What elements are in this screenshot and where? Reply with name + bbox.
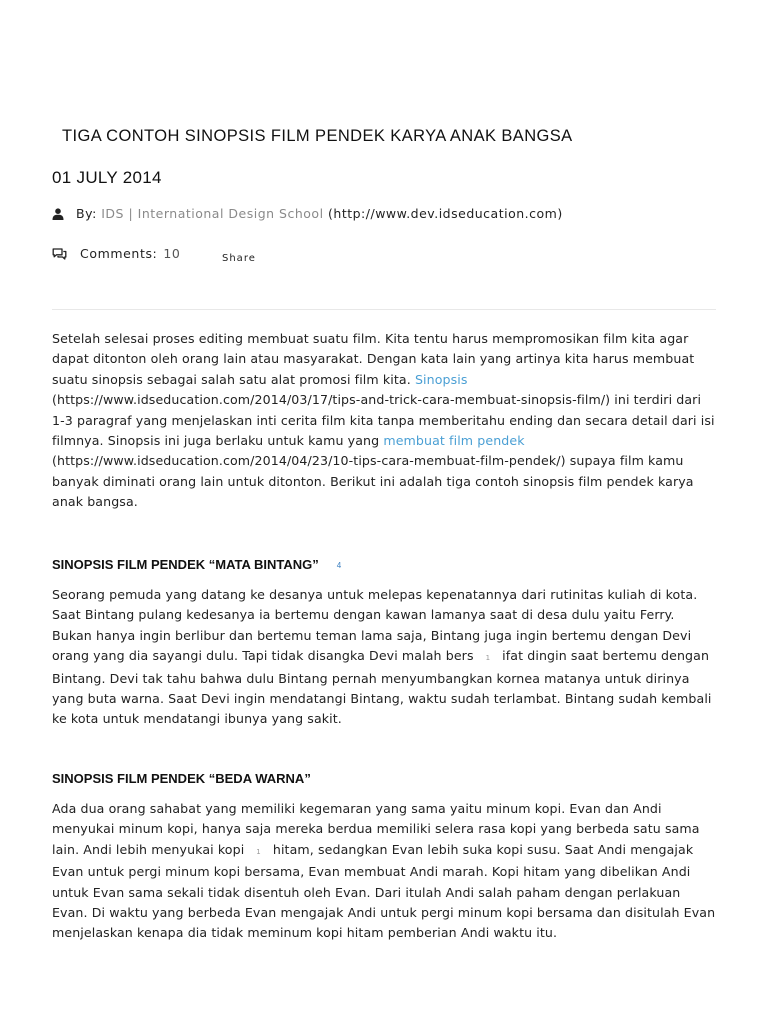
author-link[interactable]: IDS | International Design School [101, 206, 324, 221]
intro-text-1: Setelah selesai proses editing membuat suatu film. Kita tentu harus mempromosikan film kita agar dapat ditonton oleh orang lain atau masyarakat. Dengan kata lain yang artinya kita harus membuat suatu sinopsis sebagai salah satu alat promosi film kita. [52, 331, 695, 387]
comments-count[interactable]: 10 [163, 246, 181, 261]
section-paragraph-beda-warna [52, 799, 716, 944]
section-heading-mata-bintang [52, 557, 341, 572]
section-marker: 4 [336, 561, 342, 571]
byline [52, 206, 563, 221]
section-heading-text: SINOPSIS FILM PENDEK “MATA BINTANG” [52, 557, 319, 572]
comments-icon [52, 248, 67, 260]
share-button[interactable]: Share [222, 253, 256, 264]
inline-tick: 1 [485, 654, 491, 663]
section-text-b: ifat dingin saat bertemu dengan Bintang. Devi tak tahu bahwa dulu Bintang pernah menyumbangkan kornea matanya untuk dirinya yang buta warna. Saat Devi ingin mendatangi Bintang, waktu sudah terlambat. Bintang sudah kembali ke kota untuk mendatangi ibunya yang sakit. [52, 648, 712, 727]
section-text-a: Seorang pemuda yang datang ke desanya untuk melepas kepenatannya dari rutinitas kuliah di kota. Saat Bintang pulang kedesanya ia bertemu dengan kawan lamanya saat di desa dulu yaitu Ferry. Bukan hanya ingin berlibur dan bertemu teman lama saja, Bintang juga ingin bertemu dengan Devi orang yang dia sayangi dulu. Tapi tidak disangka Devi malah bers [52, 587, 698, 664]
intro-paragraph [52, 329, 716, 513]
inline-tick: 1 [256, 847, 261, 856]
article-title: TIGA CONTOH SINOPSIS FILM PENDEK KARYA ANAK BANGSA [62, 127, 573, 145]
byline-prefix: By: [76, 206, 102, 221]
membuat-film-pendek-link[interactable]: membuat film pendek [383, 433, 525, 449]
section-text-a: Ada dua orang sahabat yang memiliki kegemaran yang sama yaitu minum kopi. Evan dan Andi menyukai minum kopi, hanya saja mereka berdua memiliki selera rasa kopi yang berbeda satu sama lain. Andi lebih menyukai kopi [52, 801, 700, 857]
section-heading-beda-warna: SINOPSIS FILM PENDEK “BEDA WARNA” [52, 771, 311, 786]
section-text-b: hitam, sedangkan Evan lebih suka kopi susu. Saat Andi mengajak Evan untuk pergi minum kopi bersama, Evan membuat Andi marah. Kopi hitam yang dibelikan Andi untuk Evan sama sekali tidak disentuh oleh Evan. Dari itulah Andi salah paham dengan perlakuan Evan. Di waktu yang berbeda Evan mengajak Andi untuk pergi minum kopi bersama dan disitulah Evan menjelaskan kenapa dia tidak meminum kopi hitam pemberian Andi waktu itu. [52, 841, 716, 941]
user-icon [52, 208, 64, 220]
author-url: (http://www.dev.idseducation.com) [323, 206, 563, 221]
sinopsis-link[interactable]: Sinopsis [414, 371, 468, 387]
intro-text-2: (https://www.idseducation.com/2014/03/17/tips-and-trick-cara-membuat-sinopsis-film/) ini terdiri dari 1-3 paragraf yang menjelaskan inti cerita film kita tanpa memberitahu ending dan secara detail dari isi filmnya. Sinopsis ini juga berlaku untuk kamu yang [52, 392, 715, 449]
intro-text-3: (https://www.idseducation.com/2014/04/23/10-tips-cara-membuat-film-pendek/) supaya film kamu banyak diminati orang lain untuk ditonton. Berikut ini adalah tiga contoh sinopsis film pendek karya anak bangsa. [52, 453, 694, 510]
comments-meta [52, 246, 180, 261]
divider [52, 309, 716, 310]
comments-label: Comments: [80, 246, 158, 261]
article-date: 01 JULY 2014 [52, 168, 162, 187]
section-paragraph-mata-bintang [52, 585, 716, 730]
